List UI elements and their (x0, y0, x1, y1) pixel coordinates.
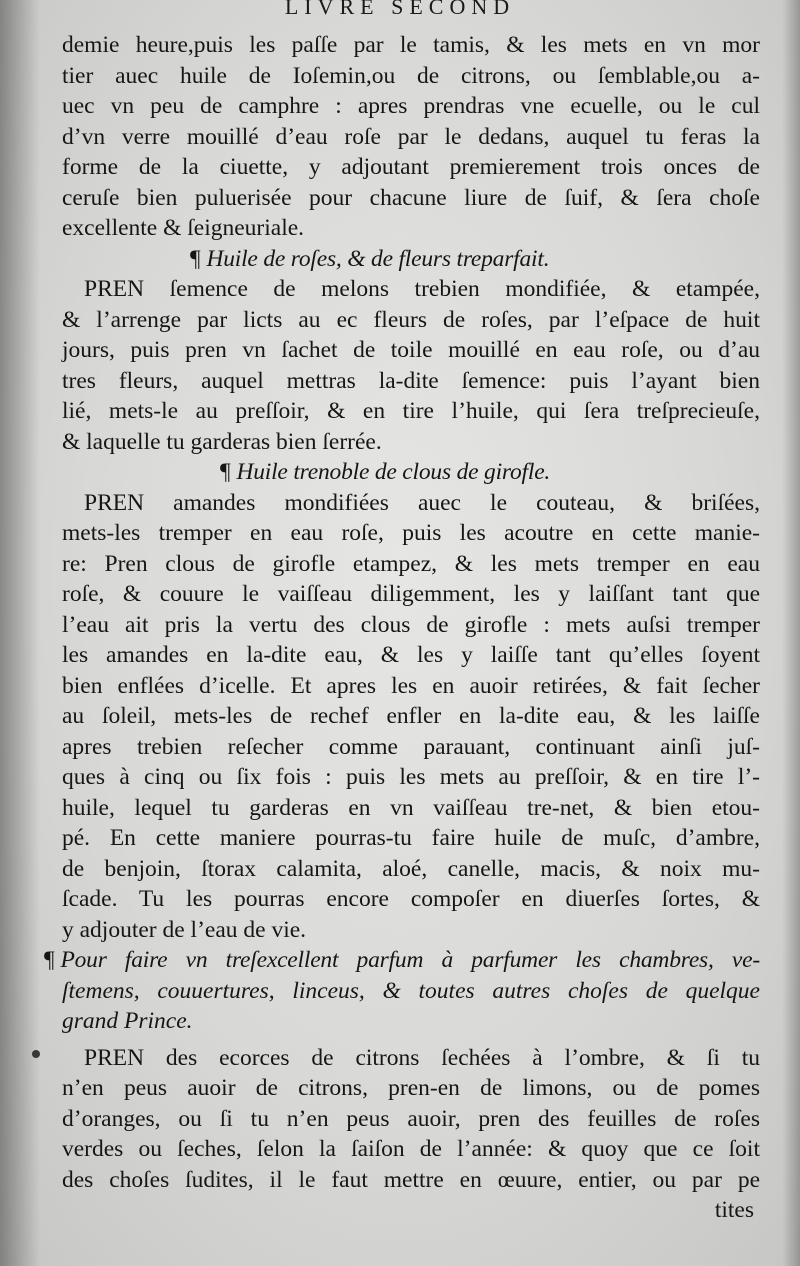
text-line: lié, mets-le au preſſoir, & en tire l’huile, qui ſera treſprecieuſe, (62, 398, 760, 424)
text-line: tres fleurs, auquel mettras la-dite ſemence: puis l’ayant bien (62, 367, 760, 394)
section-heading (62, 244, 760, 275)
heading-continuation: grand Prince. (62, 1008, 193, 1034)
text-line: PREN des ecorces de citrons ſechées à l’ombre, & ſi tu (84, 1044, 760, 1071)
text-line: jours, puis pren vn ſachet de toile mouillé en eau roſe, ou d’au (62, 337, 760, 363)
text-line: & laquelle tu garderas bien ſerrée. (62, 428, 382, 455)
text-line: huile, lequel tu garderas en vn vaiſſeau tre-net, & bien etou- (62, 794, 760, 821)
text-line: PREN amandes mondifiées auec le couteau, & briſées, (84, 489, 760, 516)
text-line: tier auec huile de Ioſemin,ou de citrons, ou ſemblable,ou a- (62, 62, 760, 89)
text-line: les amandes en la-dite eau, & les y laiſſe tant qu’elles ſoyent (62, 642, 760, 668)
text-line: re: Pren clous de girofle etampez, & les mets tremper en eau (62, 550, 760, 577)
text-line: de benjoin, ſtorax calamita, aloé, canelle, macis, & noix mu- (62, 855, 760, 882)
text-line: ſcade. Tu les pourras encore compoſer en diuerſes ſortes, & (62, 886, 760, 912)
pilcrow-icon: ¶ (190, 245, 201, 272)
ink-dot (32, 1050, 40, 1058)
text-line: PREN ſemence de melons trebien mondifiée, & etampée, (84, 276, 760, 302)
text-line: l’eau ait pris la vertu des clous de girofle : mets auſsi tremper (62, 611, 760, 638)
text-line: au ſoleil, mets-les de rechef enfler en la-dite eau, & les laiſſe (62, 703, 760, 729)
heading-text: Pour faire vn treſexcellent parfum à parfumer les chambres, ve- (60, 947, 760, 973)
text-line: mets-les tremper en eau roſe, puis les acoutre en cette manie- (62, 520, 760, 546)
heading-continuation: ſtemens, couuertures, linceus, & toutes autres choſes de quelque (62, 977, 760, 1004)
text-line: forme de la ciuette, y adjoutant premierement trois onces de (62, 154, 760, 180)
text-line: & l’arrenge par licts au ec fleurs de roſes, par l’eſpace de huit (62, 306, 760, 333)
text-line: d’oranges, ou ſi tu n’en peus auoir, pren des feuilles de roſes (62, 1105, 760, 1132)
heading-text: Huile de roſes, & de fleurs treparfait. (206, 245, 550, 272)
section-heading (44, 945, 760, 976)
text-line: d’vn verre mouillé d’eau roſe par le dedans, auquel tu feras la (62, 123, 760, 150)
pilcrow-icon: ¶ (220, 459, 231, 485)
running-title: LIVRE SECOND (284, 0, 516, 19)
text-line: ques à cinq ou ſix fois : puis les mets au preſſoir, & en tire l’- (62, 764, 760, 790)
text-line: excellente & ſeigneuriale. (62, 215, 305, 241)
text-line: ceruſe bien puluerisée pour chacune liure de ſuif, & ſera choſe (62, 184, 760, 211)
text-line: y adjouter de l’eau de vie. (62, 916, 307, 943)
text-line: pé. En cette maniere pourras-tu faire huile de muſc, d’ambre, (62, 825, 760, 851)
section-heading (62, 457, 760, 488)
text-line: n’en peus auoir de citrons, pren-en de limons, ou de pomes (62, 1075, 760, 1101)
text-line: uec vn peu de camphre : apres prendras vne ecuelle, ou le cul (62, 93, 760, 119)
text-line: verdes ou ſeches, ſelon la ſaiſon de l’année: & quoy que ce ſoit (62, 1136, 760, 1162)
text-line: roſe, & couure le vaiſſeau diligemment, les y laiſſant tant que (62, 581, 760, 607)
text-line: apres trebien reſecher comme parauant, continuant ainſi juſ- (62, 733, 760, 760)
text-line: des choſes ſudites, il le faut mettre en œuure, entier, ou par pe (62, 1166, 760, 1193)
pilcrow-icon: ¶ (44, 947, 55, 973)
heading-text: Huile trenoble de clous de girofle. (236, 459, 551, 485)
catchword: tites (714, 1197, 754, 1223)
text-line: demie heure,puis les paſſe par le tamis, & les mets en vn mor (62, 32, 760, 58)
text-line: bien enflées d’icelle. Et apres les en auoir retirées, & fait ſecher (62, 672, 760, 699)
page-text (44, 30, 760, 1226)
